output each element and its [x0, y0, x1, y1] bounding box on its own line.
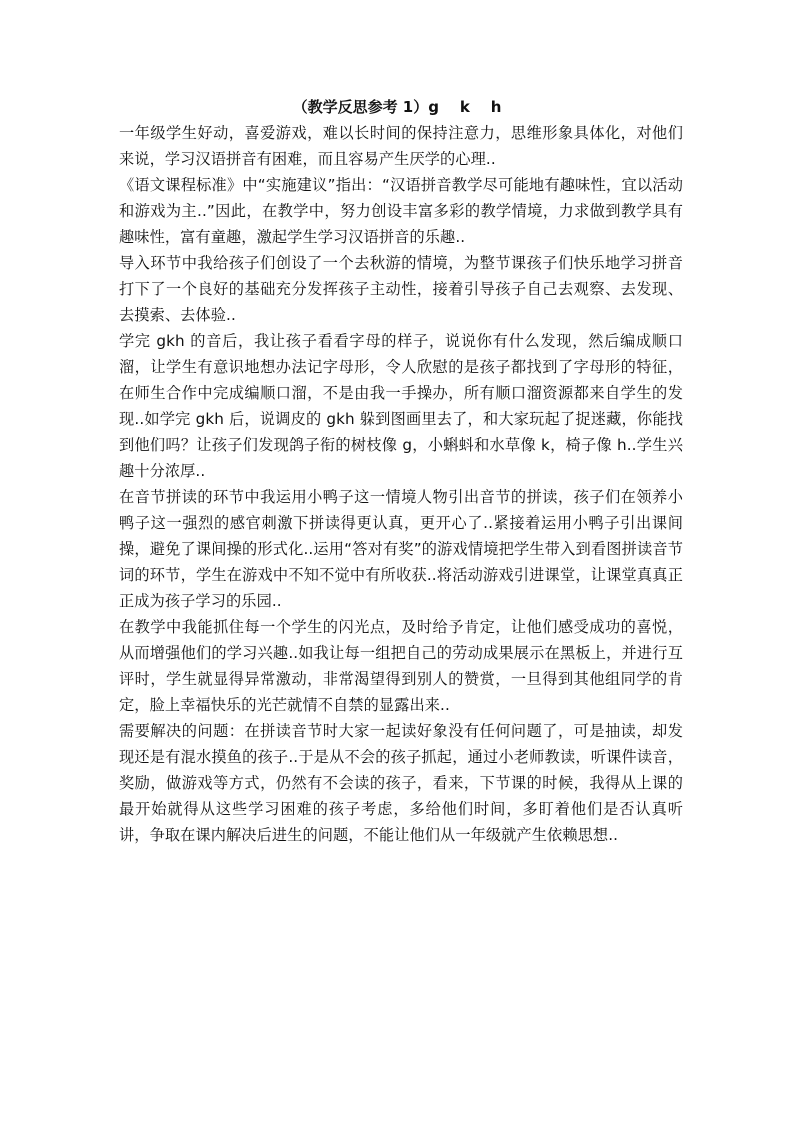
document-body: [119, 120, 683, 848]
paragraph-problems-to-solve: 需要解决的问题：在拼读音节时大家一起读好象没有任何问题了，可是抽读，却发现还是有混水摸鱼的孩子..于是从不会的孩子抓起，通过小老师教读，听课件读音，奖励，做游戏等方式，仍然有不会读的孩子，看来，下节课的时候，我得从上课的最开始就得从这些学习困难的孩子考虑，多给他们时间，多盯着他们是否认真听讲，争取在课内解决后进生的问题，不能让他们从一年级就产生依赖思想..: [119, 722, 683, 844]
paragraph-curriculum-standard: 《语文课程标准》中“实施建议”指出：“汉语拼音教学尽可能地有趣味性，宜以活动和游戏为主..”因此，在教学中，努力创设丰富多彩的教学情境，力求做到教学具有趣味性，富有童趣，激起学生学习汉语拼音的乐趣..: [119, 176, 683, 246]
paragraph-letter-shapes: 学完 gkh 的音后，我让孩子看看字母的样子，说说你有什么发现，然后编成顺口溜，让学生有意识地想办法记字母形，令人欣慰的是孩子都找到了字母形的特征，在师生合作中完成编顺口溜，不是由我一手操办，所有顺口溜资源都来自学生的发现..如学完 gkh 后，说调皮的 gkh 躲到图画里去了，和大家玩起了捉迷藏，你能找到他们吗？让孩子们发现鸽子衔的树枝像 g，小蝌蚪和水草像 k，椅子像 h..学生兴趣十分浓厚..: [119, 332, 683, 480]
document-title: （教学反思参考 1）g k h: [292, 98, 502, 116]
paragraph-introduction-stage: 导入环节中我给孩子们创设了一个去秋游的情境，为整节课孩子们快乐地学习拼音打下了一个良好的基础充分发挥孩子主动性，接着引导孩子自己去观察、去发现、去摸索、去体验..: [119, 254, 683, 324]
paragraph-syllable-reading: 在音节拼读的环节中我运用小鸭子这一情境人物引出音节的拼读，孩子们在领养小鸭子这一强烈的感官刺激下拼读得更认真，更开心了..紧接着运用小鸭子引出课间操，避免了课间操的形式化..运用“答对有奖”的游戏情境把学生带入到看图拼读音节词的环节，学生在游戏中不知不觉中有所收获..将活动游戏引进课堂，让课堂真真正正成为孩子学习的乐园..: [119, 488, 683, 610]
paragraph-encouragement: 在教学中我能抓住每一个学生的闪光点，及时给予肯定，让他们感受成功的喜悦，从而增强他们的学习兴趣..如我让每一组把自己的劳动成果展示在黑板上，并进行互评时，学生就显得异常激动，非常渴望得到别人的赞赏，一旦得到其他组同学的肯定，脸上幸福快乐的光芒就情不自禁的显露出来..: [119, 618, 683, 714]
paragraph-intro: 一年级学生好动，喜爱游戏，难以长时间的保持注意力，思维形象具体化，对他们来说，学习汉语拼音有困难，而且容易产生厌学的心理..: [119, 124, 683, 168]
